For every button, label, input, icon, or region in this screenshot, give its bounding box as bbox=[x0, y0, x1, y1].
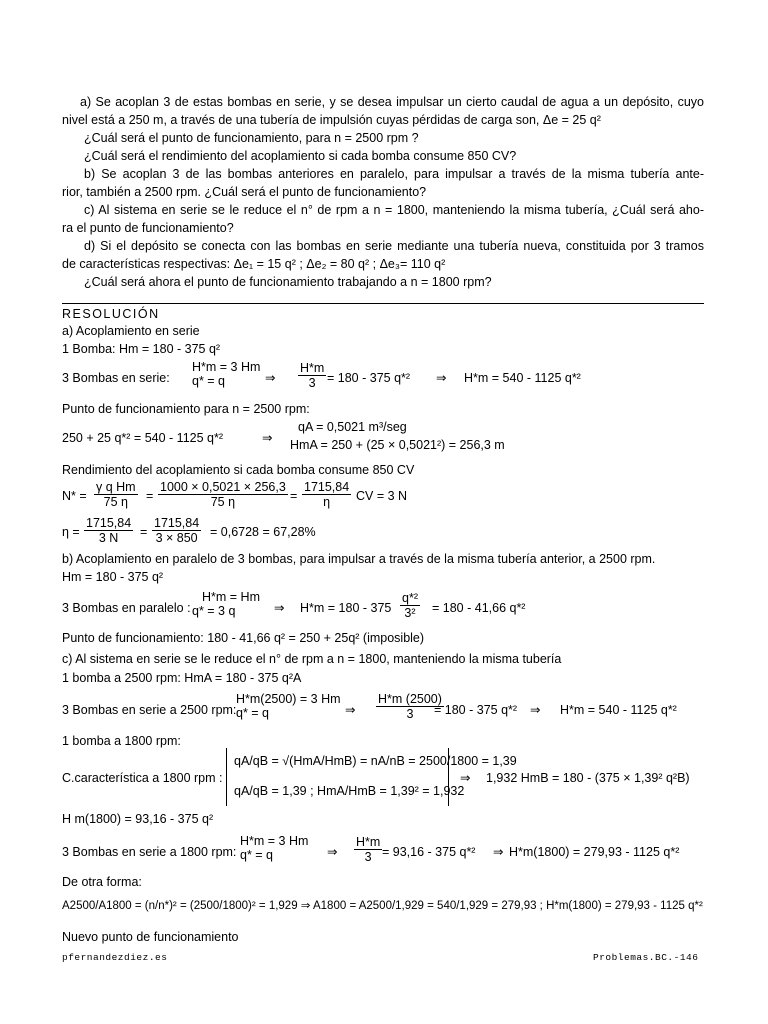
hm-1800-equation: H m(1800) = 93,16 - 375 q² bbox=[62, 812, 214, 826]
parallel-fraction bbox=[400, 591, 420, 620]
implies-arrow: ⇒ bbox=[274, 601, 285, 615]
resolution-heading: RESOLUCIÓN bbox=[62, 307, 160, 321]
fraction-denominator: 3 N bbox=[98, 531, 119, 545]
fraction-numerator: 1715,84 bbox=[86, 516, 132, 530]
series-2500-equations bbox=[236, 692, 341, 720]
fraction-denominator: 3 × 850 bbox=[155, 531, 198, 545]
statement-a-line2: nivel está a 250 m, a través de una tubería de impulsión cuyas pérdidas de carga son, Δe = 25 q² bbox=[62, 113, 601, 127]
series-2500-line1: H*m(2500) = 3 Hm bbox=[236, 692, 341, 706]
three-parallel-label: 3 Bombas en paralelo : bbox=[62, 601, 191, 615]
system-left-bar bbox=[226, 748, 227, 806]
fraction-denominator: 3 bbox=[406, 707, 414, 721]
pump-2500-equation: 1 bomba a 2500 rpm: HmA = 180 - 375 q²A bbox=[62, 671, 302, 685]
statement-d-line1: d) Si el depósito se conecta con las bombas en serie mediante una tubería nueva, constituida por 3 tramos bbox=[84, 239, 704, 253]
fraction-numerator: q*² bbox=[402, 591, 418, 605]
head-result: HmA = 250 + (25 × 0,5021²) = 256,3 m bbox=[290, 438, 505, 452]
flow-result: qA = 0,5021 m³/seg bbox=[298, 420, 407, 434]
characteristic-1800-label: C.característica a 1800 rpm : bbox=[62, 771, 223, 785]
characteristic-1800-result: 1,932 HmB = 180 - (375 × 1,39² q²B) bbox=[486, 771, 690, 785]
fraction-numerator: γ q Hm bbox=[96, 480, 136, 494]
part-c-title: c) Al sistema en serie se le reduce el n° de rpm a n = 1800, manteniendo la misma tubería bbox=[62, 652, 562, 666]
fraction-denominator: 75 η bbox=[103, 495, 128, 509]
fraction-denominator: 3 bbox=[364, 850, 372, 864]
fraction-denominator: 75 η bbox=[210, 495, 236, 509]
operating-point-label: Punto de funcionamiento para n = 2500 rpm: bbox=[62, 402, 310, 416]
pump-1800-label: 1 bomba a 1800 rpm: bbox=[62, 734, 181, 748]
statement-d-question: ¿Cuál será ahora el punto de funcionamiento trabajando a n = 1800 rpm? bbox=[84, 275, 492, 289]
fraction-hm-over-3 bbox=[298, 361, 326, 390]
parallel-operating-point: Punto de funcionamiento: 180 - 41,66 q² = 250 + 25q² (imposible) bbox=[62, 631, 425, 645]
series-1800-rhs: = 93,16 - 375 q*² bbox=[382, 845, 476, 859]
statement-b-line1: b) Se acoplan 3 de las bombas anteriores en paralelo, para impulsar a través de la misma tubería ante- bbox=[84, 167, 704, 181]
power-fraction-2 bbox=[158, 480, 288, 509]
other-method-equation: A2500/A1800 = (n/n*)² = (2500/1800)² = 1,929 ⇒ A1800 = A2500/1,929 = 540/1,929 = 279,93 ; H*m(1800) = 279,93 - 1125 q*² bbox=[62, 900, 703, 912]
fraction-denominator: 3² bbox=[404, 606, 416, 620]
operating-point-equation: 250 + 25 q*² = 540 - 1125 q*² bbox=[62, 431, 223, 445]
fraction-denominator: η bbox=[323, 495, 331, 509]
statement-a-question1: ¿Cuál será el punto de funcionamiento, para n = 2500 rpm ? bbox=[84, 131, 419, 145]
series-2500-rhs: = 180 - 375 q*² bbox=[434, 703, 518, 717]
power-symbol: N* = bbox=[62, 489, 87, 503]
series-system-line2: q* = q bbox=[192, 374, 226, 388]
footer-page: Problemas.BC.-146 bbox=[593, 952, 699, 963]
series-system-line1: H*m = 3 Hm bbox=[192, 360, 261, 374]
part-b-title: b) Acoplamiento en paralelo de 3 bombas, para impulsar a través de la misma tubería anterior, a 2500 rpm. bbox=[62, 552, 656, 566]
statement-d-line2: de características respectivas: Δe₁ = 15 q² ; Δe₂ = 80 q² ; Δe₃= 110 q² bbox=[62, 257, 446, 271]
part-b-hm: Hm = 180 - 375 q² bbox=[62, 570, 164, 584]
new-operating-point-label: Nuevo punto de funcionamiento bbox=[62, 930, 239, 944]
power-fraction-1 bbox=[94, 480, 138, 509]
fraction-denominator: 3 bbox=[308, 376, 316, 390]
one-pump-equation: 1 Bomba: Hm = 180 - 375 q² bbox=[62, 342, 221, 356]
statement-a-question2: ¿Cuál será el rendimiento del acoplamiento si cada bomba consume 850 CV? bbox=[84, 149, 517, 163]
series-1800-line1: H*m = 3 Hm bbox=[240, 834, 309, 848]
series-1800-label: 3 Bombas en serie a 1800 rpm: bbox=[62, 845, 237, 859]
equals-sign: = bbox=[290, 489, 298, 503]
characteristic-1800-line2: qA/qB = 1,39 ; HmA/HmB = 1,39² = 1,932 bbox=[234, 784, 465, 798]
implies-arrow: ⇒ bbox=[530, 703, 541, 717]
eta-fraction-1 bbox=[84, 516, 133, 545]
fraction-numerator: 1715,84 bbox=[304, 480, 350, 494]
characteristic-1800-box bbox=[234, 754, 517, 798]
implies-arrow: ⇒ bbox=[436, 371, 447, 385]
implies-arrow: ⇒ bbox=[493, 845, 504, 859]
statement-b-line2: rior, también a 2500 rpm. ¿Cuál será el punto de funcionamiento? bbox=[62, 185, 427, 199]
parallel-system-equations bbox=[192, 590, 260, 618]
efficiency-label: Rendimiento del acoplamiento si cada bomba consume 850 CV bbox=[62, 463, 415, 477]
series-equation-rhs: = 180 - 375 q*² bbox=[327, 371, 411, 385]
series-result: H*m = 540 - 1125 q*² bbox=[464, 371, 581, 385]
series-1800-result: H*m(1800) = 279,93 - 1125 q*² bbox=[509, 845, 680, 859]
fraction-numerator: H*m bbox=[356, 835, 381, 849]
other-method-label: De otra forma: bbox=[62, 875, 142, 889]
parallel-system-line2: q* = 3 q bbox=[192, 604, 236, 618]
system-right-bar bbox=[448, 748, 449, 806]
three-series-label: 3 Bombas en serie: bbox=[62, 371, 170, 385]
power-tail: CV = 3 N bbox=[356, 489, 408, 503]
eta-symbol: η = bbox=[62, 525, 80, 539]
eta-fraction-2 bbox=[152, 516, 201, 545]
section-divider bbox=[62, 303, 704, 304]
series-2500-label: 3 Bombas en serie a 2500 rpm: bbox=[62, 703, 237, 717]
implies-arrow: ⇒ bbox=[460, 771, 471, 785]
footer-site: pfernandezdiez.es bbox=[62, 952, 168, 963]
equals-sign: = bbox=[146, 489, 154, 503]
part-a-title: a) Acoplamiento en serie bbox=[62, 324, 200, 338]
implies-arrow: ⇒ bbox=[345, 703, 356, 717]
implies-arrow: ⇒ bbox=[262, 431, 273, 445]
series-2500-result: H*m = 540 - 1125 q*² bbox=[560, 703, 677, 717]
series-system-equations bbox=[192, 360, 260, 388]
eta-tail: = 0,6728 = 67,28% bbox=[210, 525, 316, 539]
fraction-hm-over-3-1800 bbox=[354, 835, 382, 864]
implies-arrow: ⇒ bbox=[327, 845, 338, 859]
fraction-numerator: 1715,84 bbox=[154, 516, 200, 530]
series-1800-line2: q* = q bbox=[240, 848, 274, 862]
series-1800-equations bbox=[240, 834, 308, 862]
statement-c-line2: ra el punto de funcionamiento? bbox=[62, 221, 234, 235]
statement-a-line1: a) Se acoplan 3 de estas bombas en serie, y se desea impulsar un cierto caudal de agua a un depósito, cuyo bbox=[80, 95, 704, 109]
fraction-numerator: H*m bbox=[300, 361, 325, 375]
parallel-equation-rhs: = 180 - 41,66 q*² bbox=[432, 601, 526, 615]
parallel-equation-lhs: H*m = 180 - 375 bbox=[300, 601, 392, 615]
statement-c-line1: c) Al sistema en serie se le reduce el n° de rpm a n = 1800, manteniendo la misma tubería, ¿Cuál será aho- bbox=[84, 203, 704, 217]
fraction-numerator: 1000 × 0,5021 × 256,3 bbox=[160, 480, 286, 494]
operating-point-results bbox=[290, 420, 505, 452]
equals-sign: = bbox=[140, 525, 148, 539]
power-fraction-3 bbox=[302, 480, 351, 509]
implies-arrow: ⇒ bbox=[265, 371, 276, 385]
parallel-system-line1: H*m = Hm bbox=[202, 590, 260, 604]
characteristic-1800-line1: qA/qB = √(HmA/HmB) = nA/nB = 2500/1800 = 1,39 bbox=[234, 754, 517, 768]
series-2500-line2: q* = q bbox=[236, 706, 270, 720]
fraction-numerator: H*m (2500) bbox=[378, 692, 442, 706]
